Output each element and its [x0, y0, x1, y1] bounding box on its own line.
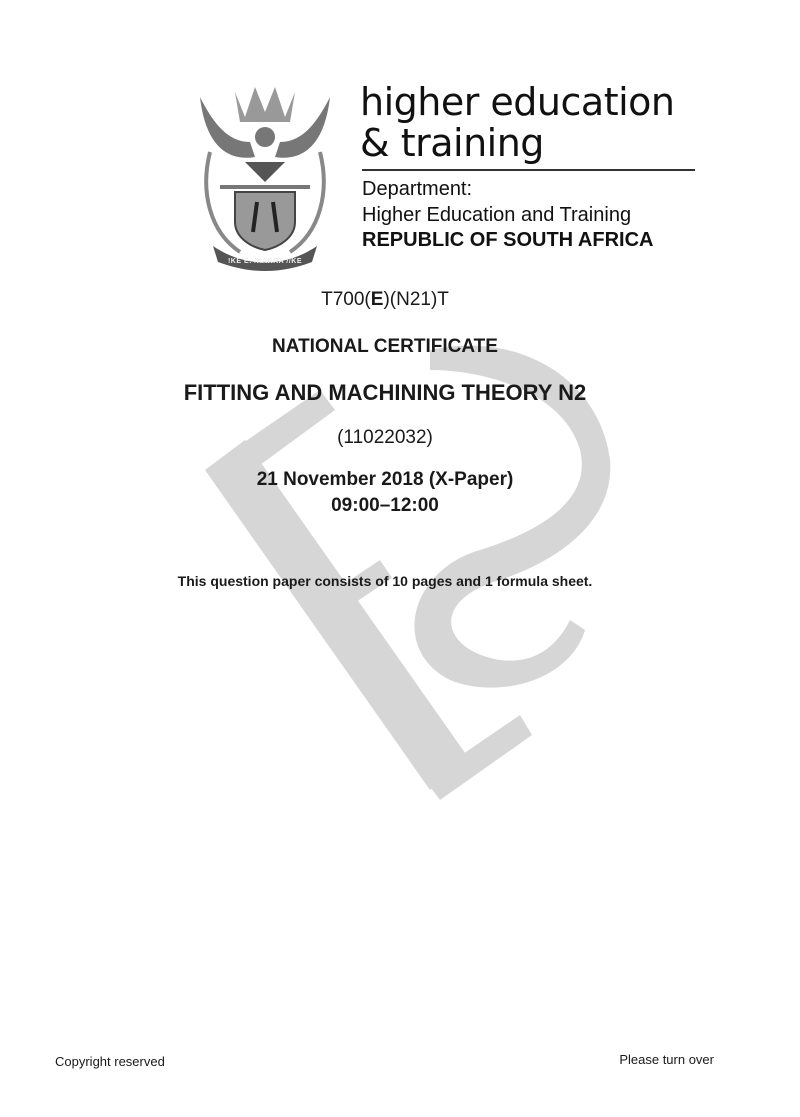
- header-divider: [362, 169, 695, 171]
- brand-line-2: & training: [360, 121, 544, 165]
- country-name: REPUBLIC OF SOUTH AFRICA: [362, 229, 654, 251]
- certificate-title: NATIONAL CERTIFICATE: [272, 336, 498, 357]
- paper-code-prefix: T700(: [321, 289, 371, 310]
- paper-code-suffix: )(N21)T: [383, 289, 449, 310]
- exam-date: 21 November 2018 (X-Paper): [256, 469, 514, 490]
- footer-copyright: Copyright reserved: [55, 1054, 165, 1069]
- footer-turn-over: Please turn over: [619, 1052, 714, 1067]
- department-label: Department:: [362, 178, 473, 200]
- paper-code-language: E: [370, 289, 384, 310]
- paper-code: [0, 289, 770, 311]
- exam-time: 09:00–12:00: [331, 495, 439, 516]
- department-name: Higher Education and Training: [362, 204, 632, 226]
- subject-code: (11022032): [337, 427, 433, 448]
- brand-line-1: higher education: [360, 80, 675, 124]
- pages-note: This question paper consists of 10 pages and 1 formula sheet.: [177, 573, 593, 589]
- subject-title: FITTING AND MACHINING THEORY N2: [183, 380, 587, 405]
- coat-of-arms-logo: [195, 82, 335, 272]
- crest-motto: !KE E: /XARRA //KE: [227, 258, 303, 265]
